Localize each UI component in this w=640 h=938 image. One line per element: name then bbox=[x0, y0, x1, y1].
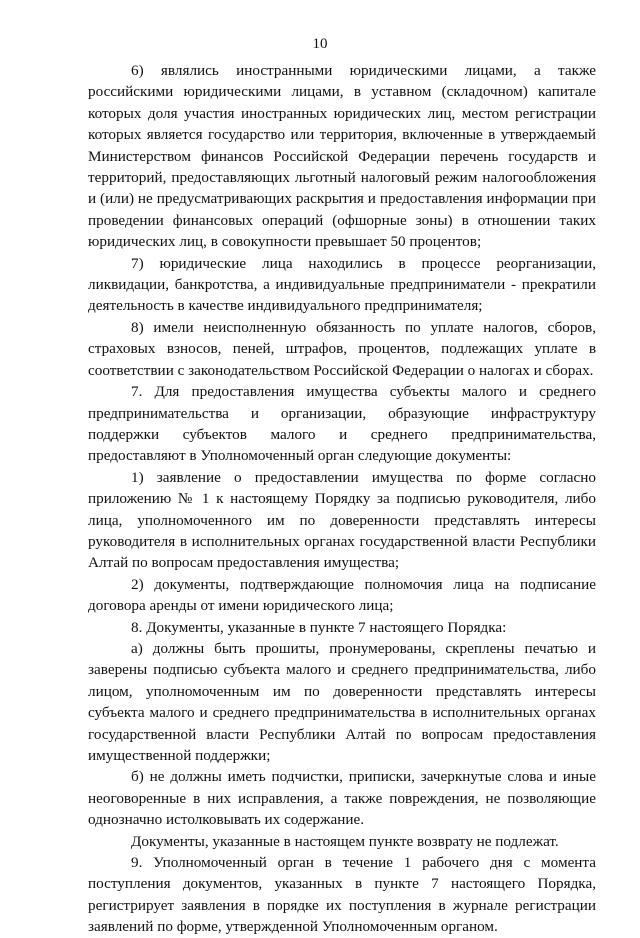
document-body bbox=[88, 60, 596, 938]
paragraph-document-2: 2) документы, подтверждающие полномочия лица на подписание договора аренды от имени юридического лица; bbox=[88, 575, 596, 615]
paragraph-requirement-b: б) не должны иметь подчистки, приписки, зачеркнутые слова и иные неоговоренные в них исправления, а также повреждения, не позволяющие однозначно истолковывать их содержание. bbox=[88, 768, 596, 829]
page-number: 10 bbox=[312, 36, 328, 52]
paragraph-no-return: Документы, указанные в настоящем пункте возврату не подлежат. bbox=[131, 832, 559, 850]
paragraph-item-7: 7) юридические лица находились в процессе реорганизации, ликвидации, банкротства, а индивидуальные предприниматели - прекратили деятельность в качестве индивидуального предпринимателя; bbox=[88, 254, 596, 315]
paragraph-document-1: 1) заявление о предоставлении имущества по форме согласно приложению № 1 к настоящему Порядку за подписью руководителя, либо лица, уполномоченного им по доверенности представлять интересы руководителя в исполнительных органах государственной власти Республики Алтай по вопросам предоставления имущества; bbox=[88, 468, 596, 572]
paragraph-item-8: 8) имели неисполненную обязанность по уплате налогов, сборов, страховых взносов, пеней, штрафов, процентов, подлежащих уплате в соответствии с законодательством Российской Федерации о налогах и сборах. bbox=[88, 318, 596, 379]
paragraph-clause-8: 8. Документы, указанные в пункте 7 настоящего Порядка: bbox=[131, 618, 507, 636]
paragraph-clause-7: 7. Для предоставления имущества субъекты малого и среднего предпринимательства и организации, образующие инфраструктуру поддержки субъектов малого и среднего предпринимательства, предоставляют в Уполномоченный орган следующие документы: bbox=[88, 383, 596, 465]
paragraph-requirement-a: а) должны быть прошиты, пронумерованы, скреплены печатью и заверены подписью субъекта малого и среднего предпринимательства, либо лицом, уполномоченным им по доверенности представлять интересы субъекта малого и среднего предпринимательства в исполнительных органах государственной власти Республики Алтай по вопросам предоставления имущественной поддержки; bbox=[88, 639, 596, 764]
paragraph-clause-9: 9. Уполномоченный орган в течение 1 рабочего дня с момента поступления документов, указанных в пункте 7 настоящего Порядка, регистрирует заявления в порядке их поступления в журнале регистрации заявлений по форме, утвержденной Уполномоченным органом. bbox=[88, 854, 596, 936]
paragraph-item-6: 6) являлись иностранными юридическими лицами, а также российскими юридическими лицами, в уставном (складочном) капитале которых доля участия иностранных юридических лиц, местом регистрации которых является государство или территория, включенные в утверждаемый Министерством финансов Российской Федерации перечень государств и территорий, предоставляющих льготный налоговый режим налогообложения и (или) не предусматривающих раскрытия и предоставления информации при проведении финансовых операций (офшорные зоны) в отношении таких юридических лиц, в совокупности превышает 50 процентов; bbox=[88, 62, 596, 251]
